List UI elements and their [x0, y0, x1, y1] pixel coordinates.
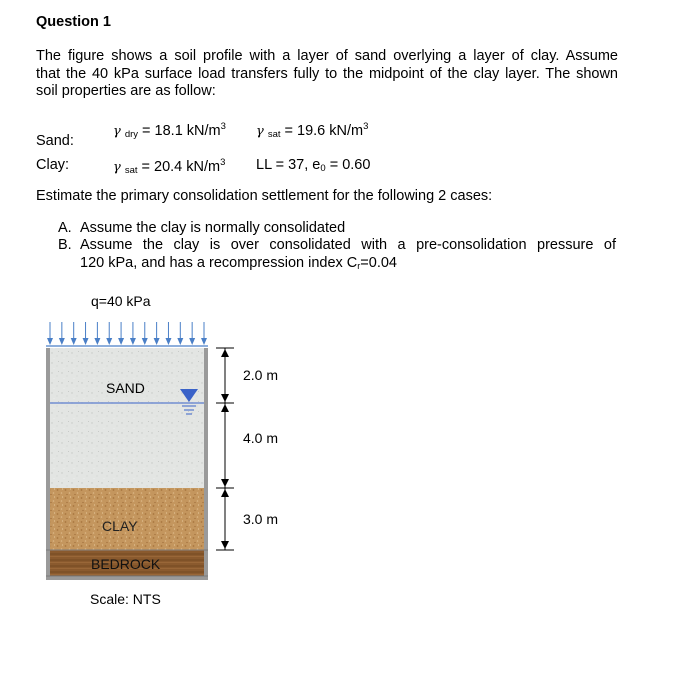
scale-note: Scale: NTS	[90, 591, 161, 607]
intro-line: that the 40 kPa surface load transfers fully to the midpoint of the clay layer. The shown	[36, 65, 618, 82]
task-prompt: Estimate the primary consolidation settlement for the following 2 cases:	[36, 188, 493, 204]
load-arrowhead	[142, 338, 148, 345]
load-arrowhead	[83, 338, 89, 345]
dimension-label: 4.0 m	[243, 430, 279, 446]
sand-layer	[50, 348, 204, 488]
intro-line: The figure shows a soil profile with a layer of sand overlying a layer of clay. Assume	[36, 48, 618, 64]
load-arrowhead	[47, 338, 53, 345]
load-label: q=40 kPa	[91, 293, 151, 309]
load-arrowhead	[59, 338, 65, 345]
load-arrowhead	[189, 338, 195, 345]
sand-gamma-sat: γ $_{sat}$ = 19.6 $kN/m^3$	[256, 121, 369, 140]
bedrock-layer-label: BEDROCK	[91, 556, 161, 572]
clay-label: Clay:	[36, 157, 70, 173]
case-marker: A.	[58, 220, 72, 236]
dimension-label: 3.0 m	[243, 511, 279, 527]
dimension-label: 2.0 m	[243, 367, 279, 383]
load-arrowhead	[154, 338, 160, 345]
case-marker: B.	[58, 237, 72, 253]
load-arrowhead	[201, 338, 207, 345]
surface-load-arrows	[47, 322, 207, 345]
case-text: Assume the clay is over consolidated with a pre-consolidation pressure of 120 kPa, and has a recompression index $C_r=0.04$	[80, 237, 616, 271]
load-arrowhead	[71, 338, 77, 345]
sand-layer-label: SAND	[106, 380, 145, 396]
load-arrowhead	[94, 338, 100, 345]
load-arrowhead	[118, 338, 124, 345]
question-title: Question 1	[36, 14, 111, 30]
clay-ll-eo: LL = 37, $e_0 = 0.60$	[256, 157, 371, 174]
clay-gamma-sat: γ $_{sat}$ = 20.4 $kN/m^3$	[113, 157, 226, 176]
load-arrowhead	[130, 338, 136, 345]
load-arrowhead	[106, 338, 112, 345]
intro-line: soil properties are as follow:	[36, 83, 216, 99]
clay-layer-label: CLAY	[102, 518, 138, 534]
load-arrowhead	[177, 338, 183, 345]
load-arrowhead	[165, 338, 171, 345]
dimension-line	[216, 348, 234, 550]
sand-gamma-dry: γ $_{dry}$ = 18.1 $kN/m^3$	[113, 121, 226, 140]
sand-label: Sand:	[36, 133, 74, 149]
case-text: Assume the clay is normally consolidated	[80, 220, 346, 236]
